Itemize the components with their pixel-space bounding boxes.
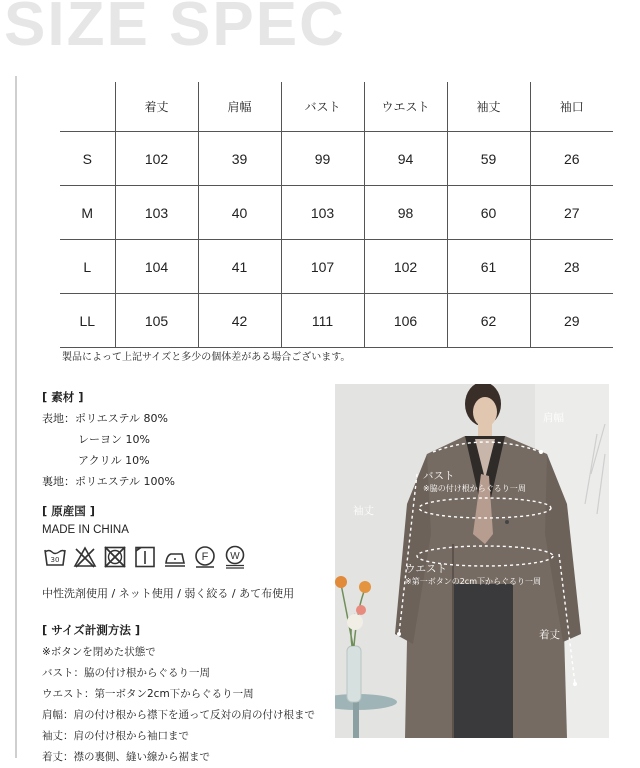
table-cell: 40 xyxy=(198,186,281,240)
care-text: 中性洗剤使用 / ネット使用 / 弱く絞る / あて布使用 xyxy=(42,587,295,600)
material-heading: [ 素材 ] xyxy=(42,390,84,404)
table-cell: 111 xyxy=(281,294,364,348)
iron-low-icon xyxy=(163,545,187,569)
header-cell-shoulder: 肩幅 xyxy=(198,82,281,132)
table-cell: 27 xyxy=(530,186,613,240)
table-cell: 99 xyxy=(281,132,364,186)
care-icons-row xyxy=(43,545,247,569)
header-cell-length: 着丈 xyxy=(115,82,198,132)
table-row xyxy=(60,294,613,348)
wet-clean-w-icon xyxy=(223,545,247,569)
table-cell: 62 xyxy=(447,294,530,348)
dry-clean-f-icon xyxy=(193,545,217,569)
table-cell: 103 xyxy=(115,186,198,240)
origin-heading: [ 原産国 ] xyxy=(42,504,96,518)
size-cell: S xyxy=(60,132,115,186)
page-title: SIZE SPEC xyxy=(4,0,346,59)
no-tumble-dry-icon xyxy=(103,545,127,569)
table-cell: 28 xyxy=(530,240,613,294)
table-cell: 98 xyxy=(364,186,447,240)
table-cell: 105 xyxy=(115,294,198,348)
table-header-row xyxy=(60,82,613,132)
table-cell: 102 xyxy=(364,240,447,294)
header-cell-waist: ウエスト xyxy=(364,82,447,132)
table-row xyxy=(60,240,613,294)
label-sleeve: 袖丈 xyxy=(353,505,374,517)
material-line: レーヨン 10% xyxy=(78,433,150,446)
header-cell-empty xyxy=(60,82,115,132)
table-cell: 103 xyxy=(281,186,364,240)
material-line: 裏地：ポリエステル 100% xyxy=(42,475,175,488)
table-cell: 104 xyxy=(115,240,198,294)
table-cell: 107 xyxy=(281,240,364,294)
method-line: バスト：脇の付け根からぐるり一周 xyxy=(42,667,210,679)
size-spec-table xyxy=(60,82,613,348)
header-cell-sleeve: 袖丈 xyxy=(447,82,530,132)
left-divider-line xyxy=(15,76,17,758)
label-bust: バスト xyxy=(423,470,455,482)
size-cell: L xyxy=(60,240,115,294)
svg-text:F: F xyxy=(201,551,209,563)
header-cell-cuff: 袖口 xyxy=(530,82,613,132)
size-cell: M xyxy=(60,186,115,240)
table-cell: 61 xyxy=(447,240,530,294)
table-cell: 59 xyxy=(447,132,530,186)
method-heading: [ サイズ計測方法 ] xyxy=(42,623,141,637)
table-cell: 26 xyxy=(530,132,613,186)
table-row xyxy=(60,132,613,186)
no-bleach-icon xyxy=(73,545,97,569)
label-waist-note: ※第一ボタンの2cm下からぐるり一周 xyxy=(405,577,541,586)
size-cell: LL xyxy=(60,294,115,348)
table-row xyxy=(60,186,613,240)
origin-section xyxy=(42,503,129,536)
material-section xyxy=(42,389,175,489)
method-line: ※ボタンを閉めた状態で xyxy=(42,646,156,658)
table-cell: 42 xyxy=(198,294,281,348)
table-cell: 41 xyxy=(198,240,281,294)
material-line: 表地：ポリエステル 80% xyxy=(42,412,168,425)
wash-30-icon xyxy=(43,545,67,569)
method-section xyxy=(42,622,315,764)
size-note: 製品によって上記サイズと多少の個体差がある場合ございます。 xyxy=(62,352,351,363)
label-waist: ウエスト xyxy=(405,563,447,575)
method-line: ウエスト：第一ボタン2cm下からぐるり一周 xyxy=(42,688,254,700)
method-line: 着丈：襟の裏側、縫い線から裾まで xyxy=(42,751,210,763)
method-line: 肩幅：肩の付け根から襟下を通って反対の肩の付け根まで xyxy=(42,709,315,721)
model-illustration xyxy=(335,384,609,738)
table-cell: 94 xyxy=(364,132,447,186)
material-line: アクリル 10% xyxy=(78,454,150,467)
svg-text:30: 30 xyxy=(50,556,60,564)
table-cell: 60 xyxy=(447,186,530,240)
table-cell: 106 xyxy=(364,294,447,348)
label-bust-note: ※脇の付け根からぐるり一周 xyxy=(423,484,526,493)
drip-dry-icon xyxy=(133,545,157,569)
model-photo xyxy=(335,384,609,738)
origin-value: MADE IN CHINA xyxy=(42,524,129,536)
method-line: 袖丈：肩の付け根から袖口まで xyxy=(42,730,189,742)
table-cell: 102 xyxy=(115,132,198,186)
label-length: 着丈 xyxy=(539,629,560,641)
header-cell-bust: バスト xyxy=(281,82,364,132)
table-cell: 39 xyxy=(198,132,281,186)
svg-text:W: W xyxy=(230,551,240,562)
label-shoulder: 肩幅 xyxy=(543,412,564,424)
table-cell: 29 xyxy=(530,294,613,348)
